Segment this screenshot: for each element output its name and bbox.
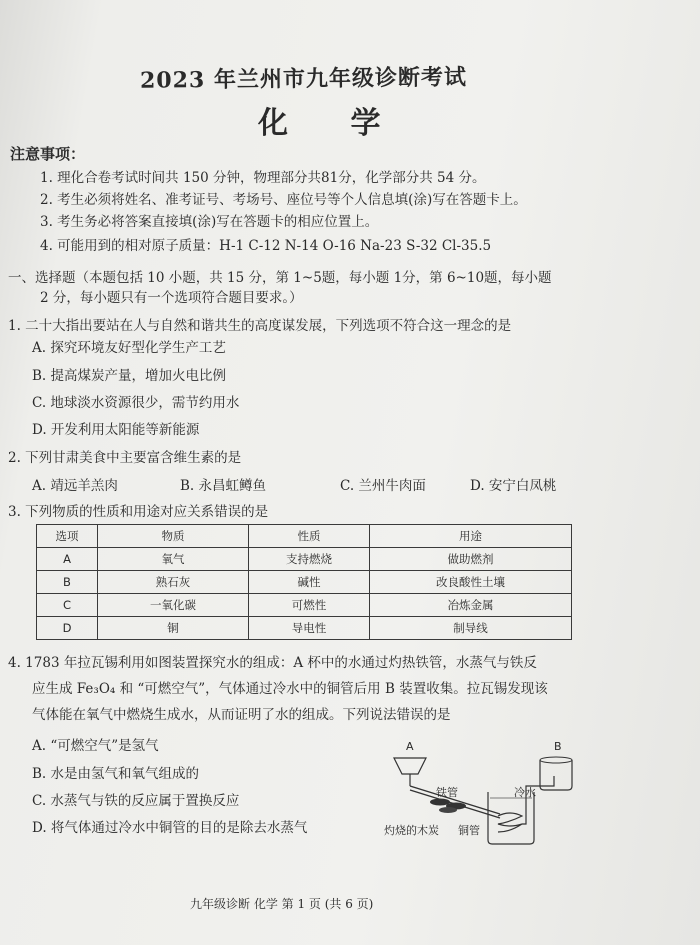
table-cell: 导电性 — [249, 617, 370, 640]
page-footer: 九年级诊断 化学 第 1 页 (共 6 页) — [190, 897, 374, 911]
notice-item: 3. 考生务必将答案直接填(涂)写在答题卡的相应位置上。 — [40, 214, 379, 230]
table-cell: 支持燃烧 — [249, 548, 370, 571]
table-cell: 熟石灰 — [98, 571, 249, 594]
q1-option-b: B. 提高煤炭产量，增加火电比例 — [32, 368, 227, 384]
table-cell: B — [37, 571, 98, 594]
label-copper-tube: 铜管 — [458, 824, 480, 837]
table-header-cell: 用途 — [370, 525, 572, 548]
table-cell: 做助燃剂 — [370, 548, 572, 571]
q2-option-d: D. 安宁白凤桃 — [470, 478, 557, 494]
table-header-row — [37, 525, 572, 548]
section-heading: 一、选择题（本题包括 10 小题，共 15 分，第 1~5题，每小题 1分，第 6~10题，每小题 — [8, 270, 552, 286]
notice-item: 2. 考生必须将姓名、准考证号、考场号、座位号等个人信息填(涂)写在答题卡上。 — [40, 192, 527, 208]
label-iron-tube: 铁管 — [436, 786, 458, 799]
apparatus-diagram — [380, 740, 580, 850]
question-1-stem: 1. 二十大指出要站在人与自然和谐共生的高度谋发展，下列选项不符合这一理念的是 — [8, 318, 512, 334]
table-cell: 制导线 — [370, 617, 572, 640]
question-4-line2: 应生成 Fe₃O₄ 和 “可燃空气”，气体通过冷水中的铜管后用 B 装置收集。拉瓦锡发现该 — [32, 681, 548, 697]
label-charcoal: 灼烧的木炭 — [384, 824, 439, 837]
table-cell: 氧气 — [98, 548, 249, 571]
table-cell: 一氧化碳 — [98, 594, 249, 617]
q2-option-b: B. 永昌虹鳟鱼 — [180, 478, 267, 494]
q4-option-d: D. 将气体通过冷水中铜管的目的是除去水蒸气 — [32, 820, 308, 836]
q4-option-c: C. 水蒸气与铁的反应属于置换反应 — [32, 793, 240, 809]
table-header-cell: 选项 — [37, 525, 98, 548]
table-row — [37, 617, 572, 640]
table-cell: 冶炼金属 — [370, 594, 572, 617]
label-a: A — [406, 740, 414, 753]
q1-option-a: A. 探究环境友好型化学生产工艺 — [32, 340, 226, 356]
notice-heading: 注意事项： — [10, 145, 86, 163]
table-cell: 铜 — [98, 617, 249, 640]
table-row — [37, 594, 572, 617]
q4-option-b: B. 水是由氢气和氧气组成的 — [32, 766, 200, 782]
subject-title: 化 学 — [258, 106, 407, 141]
table-cell: 碱性 — [249, 571, 370, 594]
table-cell: A — [37, 548, 98, 571]
table-row — [37, 571, 572, 594]
question-4-line1: 4. 1783 年拉瓦锡利用如图装置探究水的组成：A 杯中的水通过灼热铁管，水蒸气与铁反 — [8, 655, 537, 671]
exam-title: 2023 年兰州市九年级诊断考试 — [139, 64, 468, 94]
q2-option-a: A. 靖远羊羔肉 — [32, 478, 118, 494]
table-cell: D — [37, 617, 98, 640]
table-row — [37, 548, 572, 571]
label-b: B — [554, 740, 562, 753]
q1-option-d: D. 开发利用太阳能等新能源 — [32, 422, 200, 438]
notice-item: 4. 可能用到的相对原子质量：H-1 C-12 N-14 O-16 Na-23 S-32 Cl-35.5 — [40, 238, 492, 254]
q3-table — [36, 524, 572, 640]
q4-option-a: A. “可燃空气”是氢气 — [32, 738, 159, 754]
question-2-stem: 2. 下列甘肃美食中主要富含维生素的是 — [8, 450, 242, 466]
table-cell: 改良酸性土壤 — [370, 571, 572, 594]
section-heading-cont: 2 分，每小题只有一个选项符合题目要求。） — [40, 290, 303, 306]
question-3-stem: 3. 下列物质的性质和用途对应关系错误的是 — [8, 504, 269, 520]
q2-option-c: C. 兰州牛肉面 — [340, 478, 426, 494]
notice-item: 1. 理化合卷考试时间共 150 分钟，物理部分共81分，化学部分共 54 分。 — [40, 170, 486, 186]
table-cell: 可燃性 — [249, 594, 370, 617]
question-4-line3: 气体能在氧气中燃烧生成水，从而证明了水的组成。下列说法错误的是 — [32, 707, 451, 723]
table-header-cell: 物质 — [98, 525, 249, 548]
table-cell: C — [37, 594, 98, 617]
table-header-cell: 性质 — [249, 525, 370, 548]
q1-option-c: C. 地球淡水资源很少，需节约用水 — [32, 395, 240, 411]
label-cold-water: 冷水 — [514, 786, 536, 799]
